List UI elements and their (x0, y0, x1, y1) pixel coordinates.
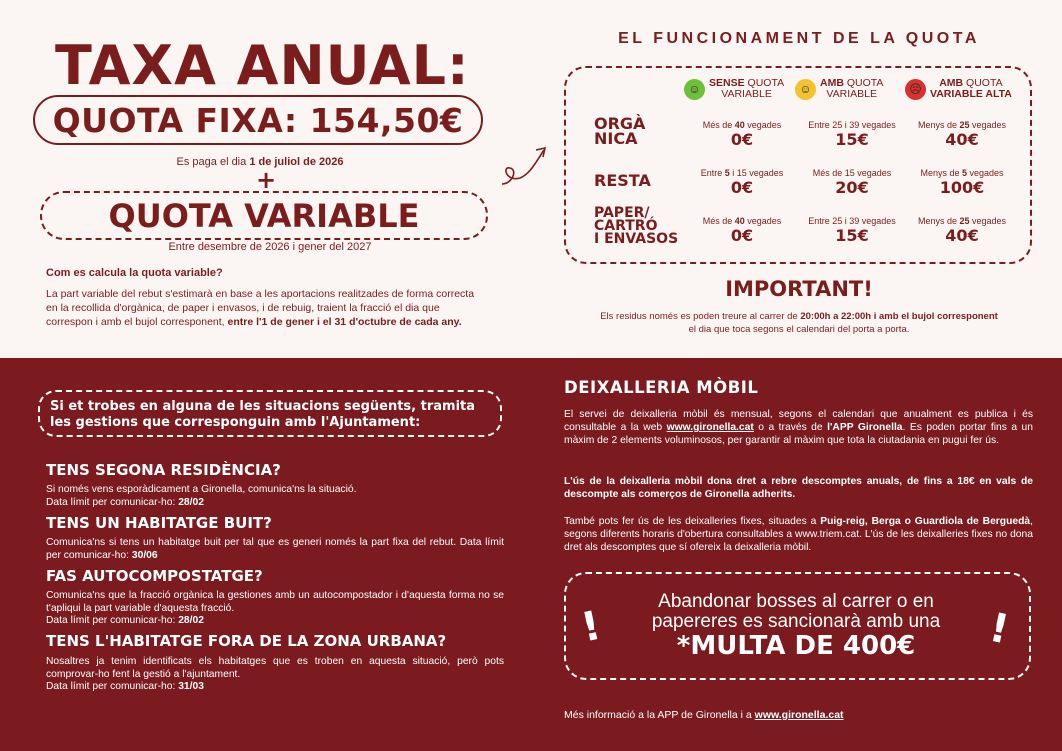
legend-text: QUOTA (843, 77, 884, 89)
rural-home-heading: TENS L'HABITATGE FORA DE LA ZONA URBANA? (46, 632, 447, 650)
row-label-organica: ORGÀ NICA (594, 114, 646, 148)
legend-bold: SENSE (709, 77, 745, 89)
legend-text: QUOTA (744, 77, 785, 89)
fine-text: Abandonar bosses al carrer o en papereres es sancionarà amb una (651, 591, 941, 632)
cell-organica-2: Menys de 25 vegades 40€ (917, 120, 1007, 149)
second-home-heading: TENS SEGONA RESIDÈNCIA? (46, 461, 281, 479)
curly-arrow-icon (498, 140, 550, 190)
answer-bold: entre l'1 de gener i el 31 d'octubre de cada any. (227, 316, 462, 328)
quota-section-title: EL FUNCIONAMENT DE LA QUOTA (618, 30, 980, 47)
row-label-resta: RESTA (594, 171, 651, 190)
legend-variable (795, 76, 883, 102)
variable-note: Entre desembre de 2026 i gener del 2027 (168, 241, 372, 253)
important-title: IMPORTANT! (725, 277, 873, 301)
row-label-paper: PAPER/ CARTRÓ I ENVASOS (594, 205, 679, 247)
question-heading: Com es calcula la quota variable? (46, 267, 223, 279)
fine-amount: *MULTA DE 400€ (676, 631, 916, 661)
sad-face-icon: ☹ (905, 79, 926, 100)
cell-resta-0: Entre 5 i 15 vegades 0€ (700, 168, 784, 197)
situations-box (38, 390, 502, 437)
website-link[interactable]: www.gironella.cat (666, 422, 754, 433)
legend-bold: AMB (939, 77, 964, 89)
legend-text: QUOTA (963, 77, 1003, 89)
mobile-recycling-p1: El servei de deixalleria mòbil és mensual, segons el calendari que anualment es publica i és consultable a la web www.gironella.cat o a través de l'APP Gironella. Es poden portar fins a un màxim de 2 elements voluminosos, per garantir al màxim que tota la ciutadania en pugui fer ús. (564, 409, 1033, 446)
cell-paper-2: Menys de 25 vegades 40€ (917, 216, 1007, 245)
cell-resta-1: Més de 15 vegades 20€ (812, 168, 892, 197)
plus-sign: + (256, 166, 277, 194)
cell-organica-0: Més de 40 vegades 0€ (702, 120, 782, 149)
legend-bold: AMB (820, 77, 844, 89)
cell-paper-0: Més de 40 vegades 0€ (702, 216, 782, 245)
legend-no-variable (684, 76, 784, 102)
more-info-link[interactable]: www.gironella.cat (754, 709, 844, 721)
cell-organica-1: Entre 25 i 39 vegades 15€ (808, 120, 896, 149)
answer-body: La part variable del rebut s'estimarà en base a les aportacions realitzades de forma correcta en la recollida d'orgànica, de paper i envasos, i de rebuig, traient la fracció el dia que correspon i amb el bujol corresponent, (46, 288, 475, 328)
exclamation-icon: ! (577, 602, 605, 652)
variable-fee-label: QUOTA VARIABLE (108, 196, 420, 235)
smile-face-icon: ☺ (684, 79, 705, 100)
mobile-recycling-p3: També pots fer ús de les deixalleries fixes, situades a Puig-reig, Berga o Guardiola de Berguedà, segons diferents horaris d'obertura consultables a www.triem.cat. L'ús de les deixalleries fixes no dona dret als descomptes que sí ofereix la deixalleria mòbil. (564, 516, 1033, 553)
exclamation-icon: ! (985, 604, 1013, 654)
legend-line2: VARIABLE (721, 88, 772, 100)
empty-home-text: Comunica'ns si tens un habitatge buit per tal que es generi només la part fixa del rebut. Data límit per comunicar-ho: 30/06 (46, 537, 504, 561)
fixed-fee-box (33, 95, 483, 145)
legend-line2: VARIABLE ALTA (930, 88, 1012, 100)
neutral-face-icon: ☺ (795, 79, 816, 100)
pay-note-date: 1 de juliol de 2026 (249, 156, 344, 168)
fixed-fee-label: QUOTA FIXA: 154,50€ (52, 100, 464, 140)
rural-home-text: Nosaltres ja tenim identificats els habitatges que es troben en aquesta situació, però pots comprovar-ho fent la gestió a l'ajuntament. Data límit per comunicar-ho: 31/03 (46, 656, 504, 692)
variable-fee-box (40, 191, 488, 240)
page-title: TAXA ANUAL: (55, 34, 470, 97)
more-info: Més informació a la APP de Gironella i a www.gironella.cat (564, 709, 844, 721)
compost-text: Comunica'ns que la fracció orgànica la gestiones amb un autocompostador i d'aquesta forma no se t'apliqui la part variable d'aquesta fracció. Data límit per comunicar-ho: 28/02 (46, 590, 504, 626)
second-home-text: Si només vens esporàdicament a Gironella, comunica'ns la situació. Data límit per comunicar-ho: 28/02 (46, 484, 357, 508)
situations-line1: Si et trobes en alguna de les situacions següents, tramita (50, 399, 476, 414)
legend-high-variable (905, 76, 1012, 102)
legend-line2: VARIABLE (826, 88, 877, 100)
compost-heading: FAS AUTOCOMPOSTATGE? (46, 567, 263, 585)
situations-line2: les gestions que corresponguin amb l'Ajuntament: (50, 415, 421, 430)
answer-text (46, 287, 486, 329)
cell-paper-1: Entre 25 i 39 vegades 15€ (808, 216, 896, 245)
pay-note-prefix: Es paga el dia (176, 156, 250, 168)
mobile-recycling-p2: L'ús de la deixalleria mòbil dona dret a rebre descomptes anuals, de fins a 18€ en vals de descompte als comerços de Gironella adherits. (564, 476, 1033, 500)
mobile-recycling-title: DEIXALLERIA MÒBIL (564, 378, 759, 397)
important-text: Els residus només es poden treure al carrer de 20:00h a 22:00h i amb el bujol corresponent el dia que toca segons el calendari del porta a porta. (600, 311, 998, 335)
cell-resta-2: Menys de 5 vegades 100€ (920, 168, 1004, 197)
empty-home-heading: TENS UN HABITATGE BUIT? (46, 514, 272, 532)
